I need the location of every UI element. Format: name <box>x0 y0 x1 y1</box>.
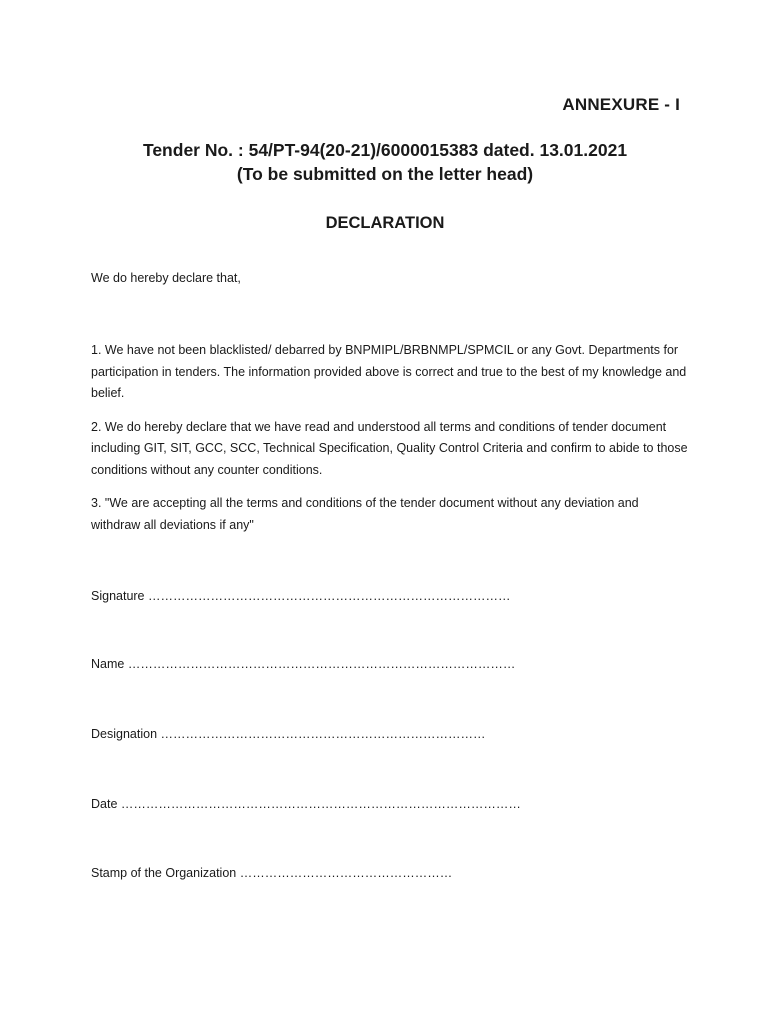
signature-field: Signature …………………………………………………………………………… <box>91 589 511 603</box>
clause-1: 1. We have not been blacklisted/ debarred by BNPMIPL/BRBNMPL/SPMCIL or any Govt. Departments for participation in tenders. The information provided above is correct and true to the best of my knowledge and belief. <box>91 343 687 400</box>
annexure-label: ANNEXURE - I <box>562 95 680 114</box>
stamp-field: Stamp of the Organization …………………………………………… <box>91 866 453 880</box>
declaration-clauses <box>91 340 691 548</box>
submission-note: (To be submitted on the letter head) <box>236 164 534 184</box>
document-title: DECLARATION <box>325 214 445 232</box>
tender-header <box>0 138 770 186</box>
name-field: Name ………………………………………………………………………………… <box>91 657 516 671</box>
tender-number: Tender No. : 54/PT-94(20-21)/6000015383 dated. 13.01.2021 <box>142 140 628 160</box>
designation-field: Designation …………………………………………………………………… <box>91 727 486 741</box>
clause-2: 2. We do hereby declare that we have read and understood all terms and conditions of tender document including GIT, SIT, GCC, SCC, Technical Specification, Quality Control Criteria and confirm to abide to those conditions without any counter conditions. <box>91 419 688 477</box>
intro-text: We do hereby declare that, <box>91 271 241 285</box>
clause-3: 3. "We are accepting all the terms and conditions of the tender document without any deviation and withdraw all deviations if any" <box>91 496 639 532</box>
date-field: Date …………………………………………………………………………………… <box>91 797 521 811</box>
